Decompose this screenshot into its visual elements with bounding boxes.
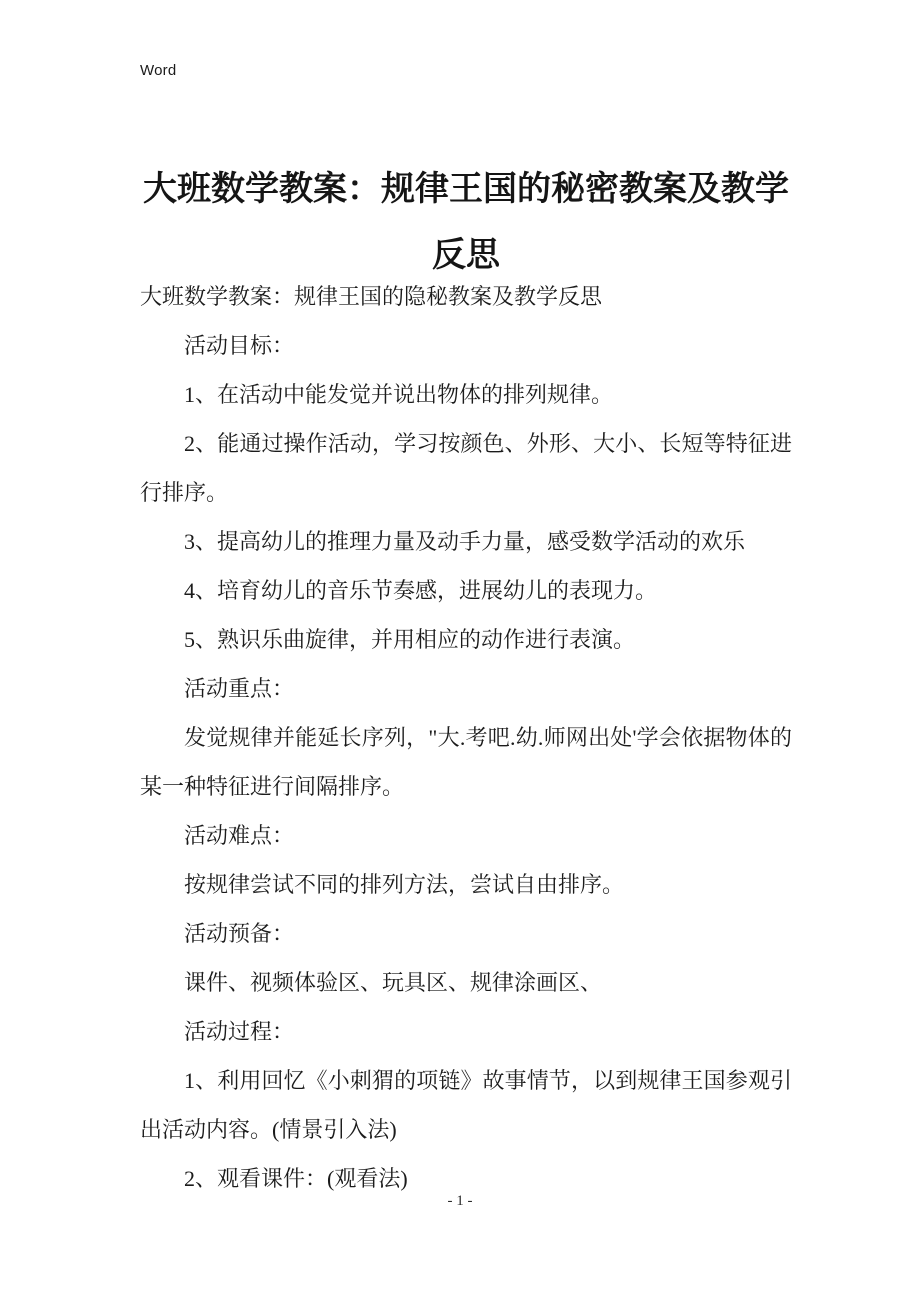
document-paragraph: 活动目标： [184,333,295,358]
document-paragraph: 2、能通过操作活动，学习按颜色、外形、大小、长短等特征进行排序。 [140,431,792,505]
app-label: Word [140,62,177,79]
document-paragraph: 2、观看课件：(观看法) [184,1166,408,1191]
document-paragraph: 1、利用回忆《小刺猬的项链》故事情节，以到规律王国参观引出活动内容。(情景引入法) [140,1068,792,1142]
document-paragraph: 1、在活动中能发觉并说出物体的排列规律。 [184,382,614,407]
document-paragraph: 活动重点： [184,676,295,701]
document-paragraph: 5、熟识乐曲旋律，并用相应的动作进行表演。 [184,627,636,652]
document-paragraph: 活动难点： [184,823,295,848]
document-body [140,272,792,1203]
page-number: - 1 - [447,1193,473,1209]
document-title: 大班数学教案：规律王国的秘密教案及教学反思 [143,170,789,274]
document-paragraph: 4、培育幼儿的音乐节奏感，进展幼儿的表现力。 [184,578,658,603]
document-paragraph: 大班数学教案：规律王国的隐秘教案及教学反思 [140,284,603,309]
document-paragraph: 3、提高幼儿的推理力量及动手力量，感受数学活动的欢乐 [184,529,746,554]
document-paragraph: 活动过程： [184,1019,295,1044]
document-paragraph: 活动预备： [184,921,295,946]
document-paragraph: 发觉规律并能延长序列，"大.考吧.幼.师网出处'学会依据物体的某一种特征进行间隔排序。 [140,725,792,799]
document-paragraph: 按规律尝试不同的排列方法，尝试自由排序。 [184,872,625,897]
document-paragraph: 课件、视频体验区、玩具区、规律涂画区、 [184,970,603,995]
